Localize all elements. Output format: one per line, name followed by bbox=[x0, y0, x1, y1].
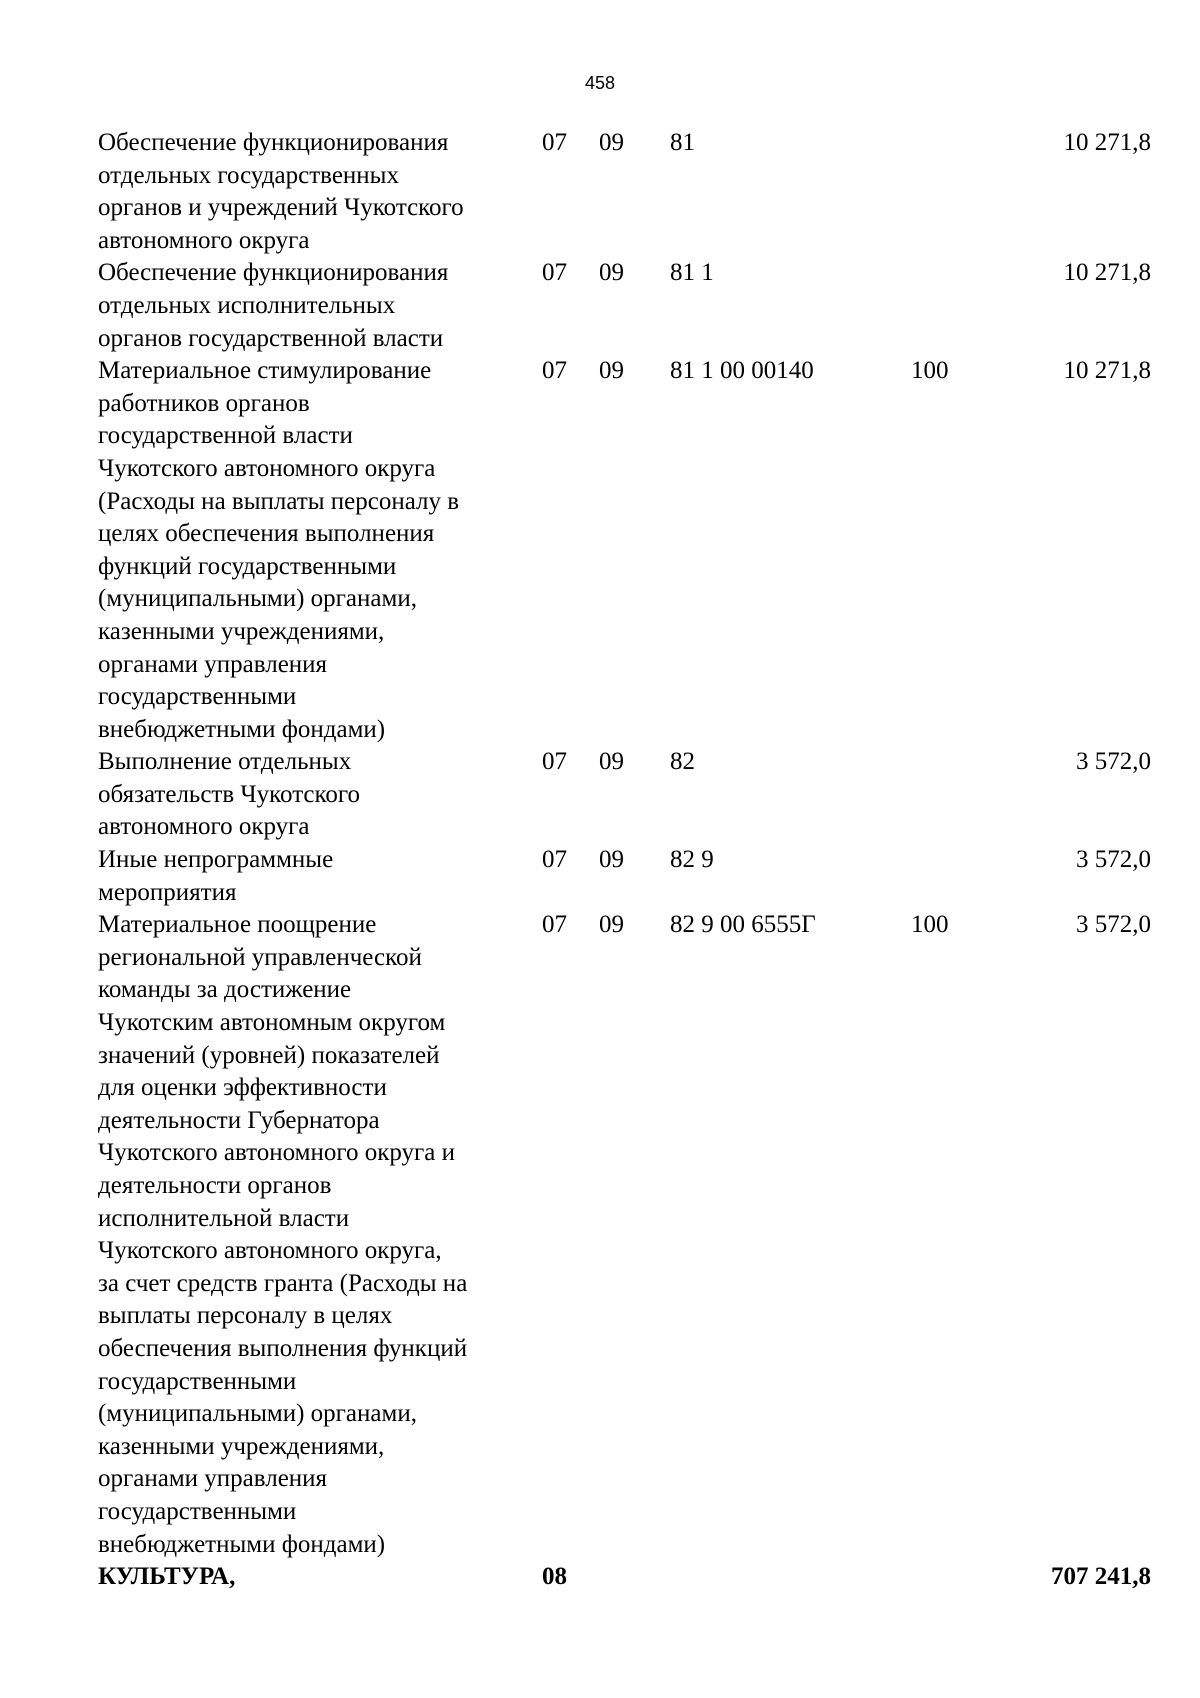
table-row bbox=[98, 127, 1158, 257]
section-total-amount: 707 241,8 bbox=[1051, 1563, 1151, 1591]
row-amount: 10 271,8 bbox=[1063, 129, 1151, 156]
row-section-code: 07 bbox=[542, 846, 567, 874]
row-section-code: 07 bbox=[542, 911, 567, 939]
row-subsection-code: 09 bbox=[599, 846, 624, 874]
page-number: 458 bbox=[584, 73, 616, 93]
row-amount: 10 271,8 bbox=[1063, 259, 1151, 287]
row-section-code: 07 bbox=[542, 748, 567, 776]
row-name: Обеспечение функционирования отдельных государственных органов и учреждений Чукотского автономного округа bbox=[98, 129, 464, 254]
row-amount: 3 572,0 bbox=[1076, 748, 1151, 776]
table-row bbox=[98, 746, 1158, 844]
row-subsection-code: 09 bbox=[599, 357, 624, 385]
row-name: Выполнение отдельных обязательств Чукотского автономного округа bbox=[98, 748, 361, 841]
row-section-code: 07 bbox=[542, 129, 567, 156]
row-amount: 3 572,0 bbox=[1076, 911, 1151, 939]
row-section-code: 07 bbox=[542, 357, 567, 385]
table-row bbox=[98, 355, 1158, 746]
row-subsection-code: 09 bbox=[599, 748, 624, 776]
row-target-article-code: 82 9 00 6555Г bbox=[670, 911, 816, 939]
table-row bbox=[98, 257, 1158, 355]
budget-table bbox=[98, 127, 1158, 1594]
row-section-code: 07 bbox=[542, 259, 567, 287]
row-name: Иные непрограммные мероприятия bbox=[98, 846, 334, 906]
row-name: Материальное поощрение региональной управленческой команды за достижение Чукотским автономным округом значений (уровней) показателей для оценки эффективности деятельности Губернатора Чукотского автономного округа и деятельности органов исполнительной власти Чукотского автономного округа, за счет средств гранта (Расходы на выплаты персоналу в целях обеспечения выполнения функций государственными (муниципальными) органами, казенными учреждениями, органами управления государственными внебюджетными фондами) bbox=[98, 911, 468, 1558]
row-expense-type-code: 100 bbox=[911, 911, 949, 939]
row-target-article-code: 81 bbox=[670, 129, 695, 156]
row-section-code: 08 bbox=[542, 1563, 567, 1591]
row-amount: 10 271,8 bbox=[1063, 357, 1151, 385]
table-row bbox=[98, 844, 1158, 909]
row-target-article-code: 81 1 00 00140 bbox=[670, 357, 814, 385]
row-name: Материальное стимулирование работников органов государственной власти Чукотского автономного округа (Расходы на выплаты персоналу в целях обеспечения выполнения функций государственными (муниципальными) органами, казенными учреждениями, органами управления государственными внебюджетными фондами) bbox=[98, 357, 460, 743]
row-subsection-code: 09 bbox=[599, 259, 624, 287]
row-amount: 3 572,0 bbox=[1076, 846, 1151, 874]
row-subsection-code: 09 bbox=[599, 129, 624, 156]
section-header-row bbox=[98, 1561, 1158, 1594]
row-name: Обеспечение функционирования отдельных исполнительных органов государственной власти bbox=[98, 259, 449, 352]
row-subsection-code: 09 bbox=[599, 911, 624, 939]
section-title: КУЛЬТУРА, bbox=[98, 1563, 236, 1591]
row-expense-type-code: 100 bbox=[911, 357, 949, 385]
row-target-article-code: 82 bbox=[670, 748, 695, 776]
table-row bbox=[98, 909, 1158, 1561]
row-target-article-code: 81 1 bbox=[670, 259, 714, 287]
row-target-article-code: 82 9 bbox=[670, 846, 714, 874]
